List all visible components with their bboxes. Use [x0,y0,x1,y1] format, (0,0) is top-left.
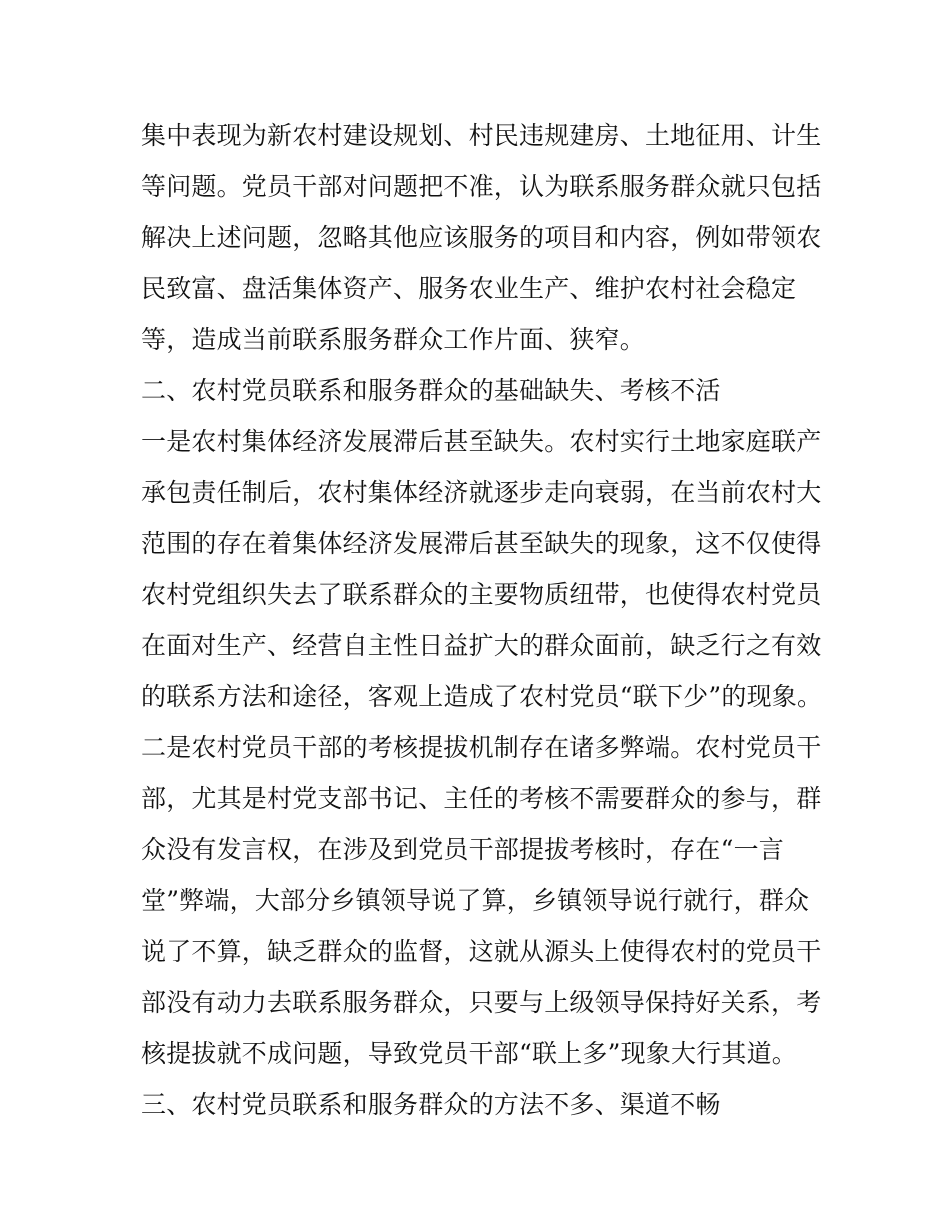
paragraph-line-8: 承包责任制后，农村集体经济就逐步走向衰弱，在当前农村大 [141,478,822,507]
paragraph-line-18: 部没有动力去联系服务群众，只要与上级领导保持好关系，考 [141,988,822,1017]
section-heading-2: 二、农村党员联系和服务群众的基础缺失、考核不活 [141,376,721,405]
section-heading-3: 三、农村党员联系和服务群众的方法不多、渠道不畅 [141,1090,721,1119]
paragraph-line-9: 范围的存在着集体经济发展滞后甚至缺失的现象，这不仅使得 [141,529,822,558]
paragraph-line-17: 说了不算，缺乏群众的监督，这就从源头上使得农村的党员干 [141,937,822,966]
document-body [141,110,821,1130]
paragraph-line-11: 在面对生产、经营自主性日益扩大的群众面前，缺乏行之有效 [141,631,822,660]
paragraph-line-4: 民致富、盘活集体资产、服务农业生产、维护农村社会稳定 [141,274,797,303]
paragraph-line-19: 核提拔就不成问题，导致党员干部“联上多”现象大行其道。 [141,1039,797,1068]
paragraph-line-16: 堂”弊端，大部分乡镇领导说了算，乡镇领导说行就行，群众 [141,886,810,915]
paragraph-line-12: 的联系方法和途径，客观上造成了农村党员“联下少”的现象。 [141,682,823,711]
paragraph-line-5: 等，造成当前联系服务群众工作片面、狭窄。 [141,325,646,354]
paragraph-line-7: 一是农村集体经济发展滞后甚至缺失。农村实行土地家庭联产 [141,427,822,456]
paragraph-line-10: 农村党组织失去了联系群众的主要物质纽带，也使得农村党员 [141,580,822,609]
paragraph-line-14: 部，尤其是村党支部书记、主任的考核不需要群众的参与，群 [141,784,822,813]
paragraph-line-15: 众没有发言权，在涉及到党员干部提拔考核时，存在“一言 [141,835,784,864]
paragraph-line-1: 集中表现为新农村建设规划、村民违规建房、土地征用、计生 [141,121,822,150]
paragraph-line-2: 等问题。党员干部对问题把不准，认为联系服务群众就只包括 [141,172,822,201]
paragraph-line-3: 解决上述问题，忽略其他应该服务的项目和内容，例如带领农 [141,223,822,252]
paragraph-line-13: 二是农村党员干部的考核提拔机制存在诸多弊端。农村党员干 [141,733,822,762]
